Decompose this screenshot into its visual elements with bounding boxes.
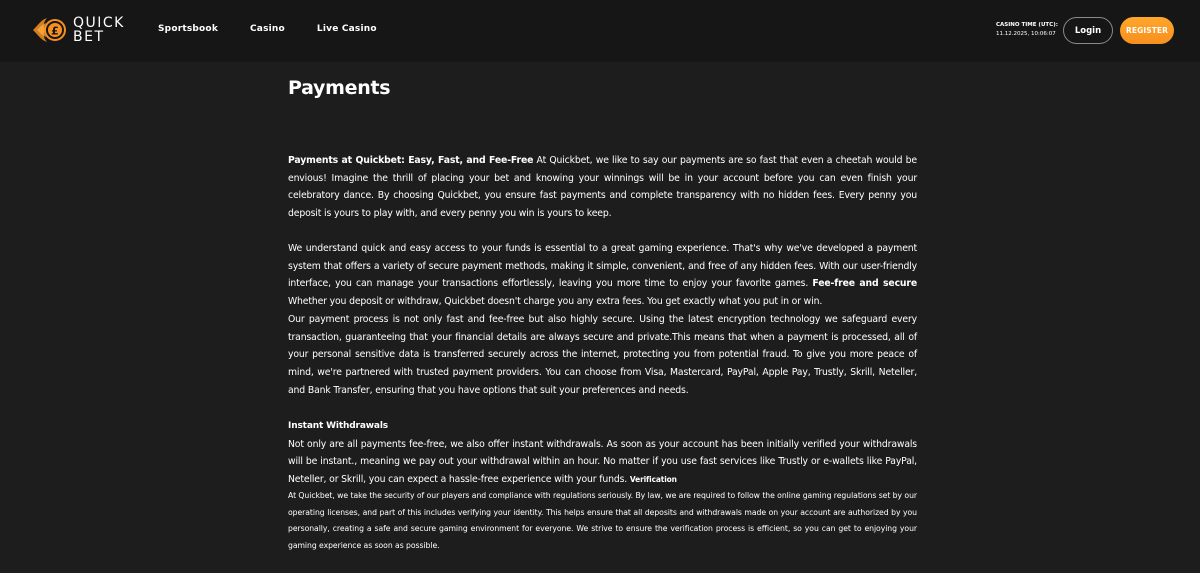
verification-paragraph [288, 488, 917, 554]
verification-heading: Verification [629, 475, 677, 485]
withdrawals-text: Not only are all payments fee-free, we also offer instant withdrawals. As soon as your account has been initially verified your withdrawals will be instant., meaning we pay out your withdrawal within an hour. No matter if you use fast services like Trustly or e-wallets like PayPal, Neteller, or Skrill, you can expect a hassle-free experience with your funds. [288, 438, 917, 486]
main-nav [158, 24, 409, 34]
casino-time [996, 21, 1058, 39]
intro-text: At Quickbet, we like to say our payments are so fast that even a cheetah would be envious! Imagine the thrill of placing your bet and knowing your winnings will be in your account before you can even finish your celebratory dance. By choosing Quickbet, you ensure fast payments and complete transparency with no hidden fees. Every penny you deposit is yours to play with, and every penny you win is yours to keep. [288, 155, 917, 220]
nav-casino[interactable]: Casino [250, 24, 285, 34]
casino-time-label: CASINO TIME (UTC): [996, 22, 1058, 28]
withdrawals-paragraph [288, 417, 917, 489]
intro-paragraph [288, 152, 917, 223]
page-title: Payments [288, 77, 391, 99]
logo-wordmark [73, 16, 125, 44]
fee-free-heading: Fee-free and secure [812, 278, 917, 290]
register-button[interactable]: REGISTER [1120, 17, 1174, 44]
casino-time-value: 11.12.2025, 10:06:07 [996, 31, 1056, 37]
secure-paragraph [288, 311, 917, 400]
login-button[interactable]: Login [1063, 17, 1113, 44]
logo-line-2: BET [73, 29, 105, 45]
verification-text: At Quickbet, we take the security of our players and compliance with regulations seriously. By law, we are required to follow the online gaming regulations set by our operating licenses, and part of this includes verifying your identity. This helps ensure that all deposits and withdrawals made on your account are authorized by you personally, creating a safe and secure gaming environment for everyone. We strive to ensure the verification process is efficient, so you can get to enjoying your gaming experience as soon as possible. [288, 491, 917, 550]
logo-line-1: QUICK [73, 15, 125, 31]
pound-coin-flame-icon [31, 14, 69, 46]
intro-lead: Payments at Quickbet: Easy, Fast, and Fee-Free [288, 155, 534, 166]
quickbet-logo[interactable] [31, 14, 125, 46]
svg-text:£: £ [51, 24, 59, 38]
nav-sportsbook[interactable]: Sportsbook [158, 24, 218, 34]
understand-text-2: Whether you deposit or withdraw, Quickbet doesn't charge you any extra fees. You get exactly what you put in or win. [288, 296, 823, 308]
understand-text: We understand quick and easy access to your funds is essential to a great gaming experience. That's why we've developed a payment system that offers a variety of secure payment methods, making it simple, convenient, and free of any hidden fees. With our user-friendly interface, you can manage your transactions effortlessly, leaving you more time to enjoy your favorite games. [288, 243, 917, 290]
top-header [0, 0, 1200, 62]
nav-live-casino[interactable]: Live Casino [316, 24, 377, 34]
instant-withdrawals-heading: Instant Withdrawals [288, 421, 388, 431]
secure-text: Our payment process is not only fast and fee-free but also highly secure. Using the latest encryption technology we safeguard every transaction, guaranteeing that your financial details are always secure and private.This means that when a payment is processed, all of your personal sensitive data is transferred securely across the internet, protecting you from potential fraud. To give you more peace of mind, we're partnered with trusted payment providers. You can choose from Visa, Mastercard, PayPal, Apple Pay, Trustly, Skrill, Neteller, and Bank Transfer, ensuring that you have options that suit your preferences and needs. [288, 314, 917, 396]
understand-paragraph [288, 240, 917, 311]
